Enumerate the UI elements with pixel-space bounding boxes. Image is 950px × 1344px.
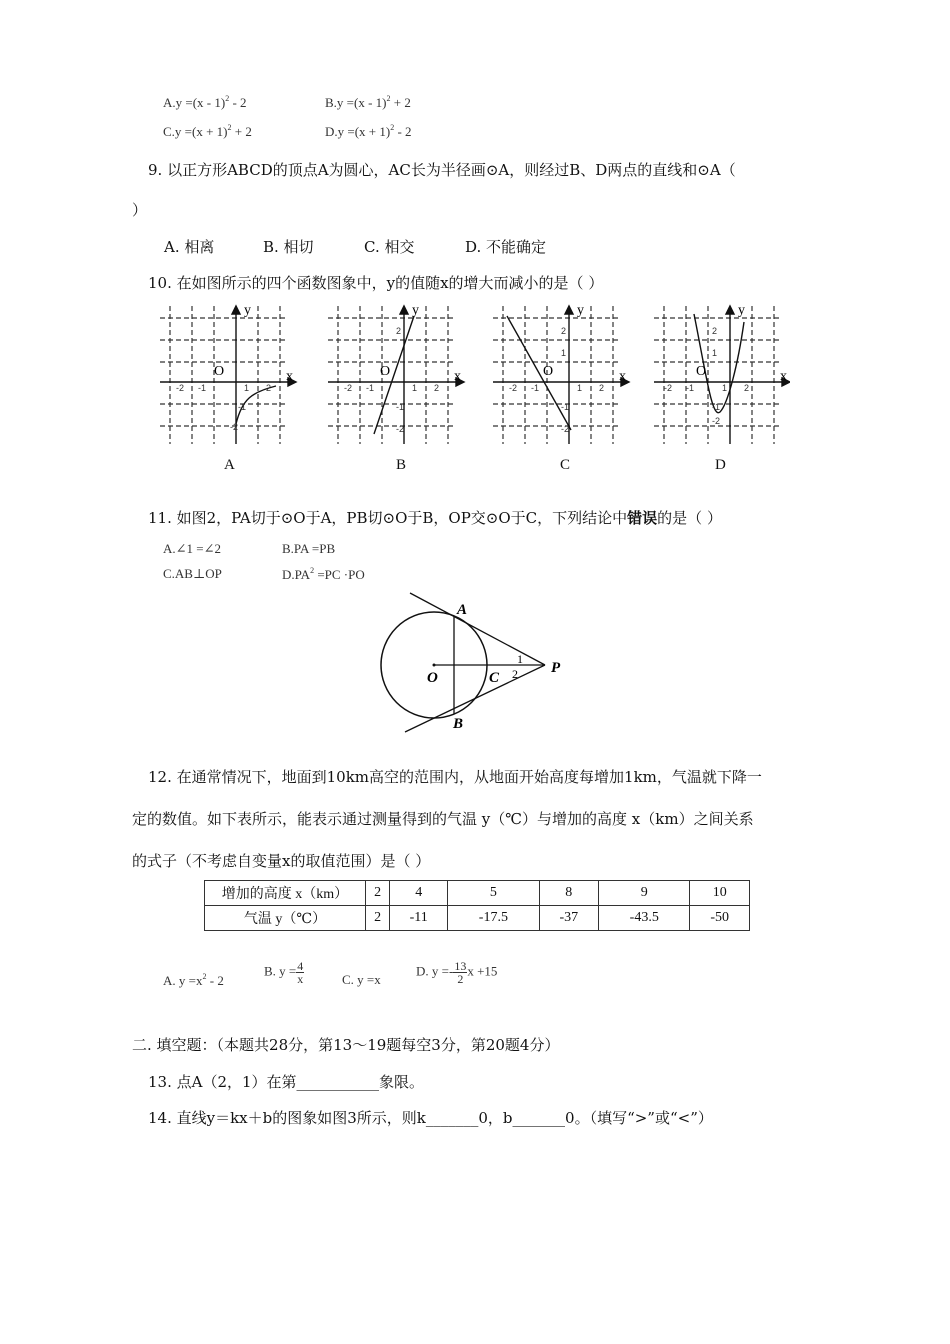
graph-c-x-label: x bbox=[619, 369, 626, 384]
q12-table bbox=[204, 880, 750, 931]
table-cell: -50 bbox=[690, 906, 750, 931]
table-cell: -43.5 bbox=[599, 906, 690, 931]
graph-d-tick: -1 bbox=[712, 402, 721, 412]
graph-b-tick: -1 bbox=[396, 402, 405, 412]
fig-angle-2: 2 bbox=[512, 667, 518, 681]
graph-d-tick: -1 bbox=[686, 383, 695, 393]
fig-point-o: O bbox=[427, 670, 438, 686]
graph-d-x-label: x bbox=[780, 369, 787, 384]
graph-d-y-label: y bbox=[738, 303, 745, 318]
table-cell: 2 bbox=[366, 881, 390, 906]
graph-d-tick: 2 bbox=[712, 326, 718, 336]
graph-a-x-label: x bbox=[286, 369, 293, 384]
graph-b-y-label: y bbox=[412, 303, 419, 318]
graph-b-tick: 2 bbox=[434, 383, 440, 393]
q11-figure bbox=[375, 592, 575, 737]
graph-a-tick: 2 bbox=[266, 383, 272, 393]
table-cell: 8 bbox=[539, 881, 599, 906]
q11-option-d: $D.PA^2 =PC \cdot PO$ bbox=[282, 566, 365, 582]
fig-point-b: B bbox=[453, 716, 464, 732]
graph-a-tick: 1 bbox=[244, 383, 250, 393]
graph-a-tick: -1 bbox=[198, 383, 207, 393]
graph-label-c: C bbox=[560, 457, 571, 473]
table-cell: 4 bbox=[390, 881, 448, 906]
fig-point-c: C bbox=[489, 670, 500, 686]
q12-option-c: C. y =x bbox=[342, 972, 381, 987]
q9-option-d: D. 不能确定 bbox=[465, 238, 547, 256]
q12-option-d: D. y =- $\frac{13}{2}$ x +15 bbox=[416, 959, 498, 986]
q12-text-line2: 定的数值。如下表所示，能表示通过测量得到的气温 y（℃）与增加的高度 x（km）之间关系 bbox=[132, 810, 754, 828]
table-header-cell: 气温 y（℃） bbox=[205, 906, 366, 931]
graph-label-b: B bbox=[396, 457, 407, 473]
graph-label-a: A bbox=[224, 457, 235, 473]
q11-emphasis: 错误 bbox=[627, 509, 658, 527]
graph-a-tick: -1 bbox=[238, 402, 247, 412]
q9-option-c: C. 相交 bbox=[364, 238, 415, 256]
q11-option-c: C.AB⊥OP bbox=[163, 566, 222, 581]
q11-option-b: B.PA =PB bbox=[282, 541, 336, 556]
graph-c-tick: 1 bbox=[561, 348, 567, 358]
q10-text: 10. 在如图所示的四个函数图象中，y的值随x的增大而减小的是（ ） bbox=[148, 274, 604, 292]
graph-b-tick: -2 bbox=[344, 383, 353, 393]
graph-c-tick: -1 bbox=[531, 383, 540, 393]
graph-label-d: D bbox=[715, 457, 726, 473]
q12-text-line1: 12. 在通常情况下，地面到10km高空的范围内，从地面开始高度每增加1km，气温就下降一 bbox=[148, 768, 762, 786]
graph-c-tick: 1 bbox=[577, 383, 583, 393]
graph-b-x-label: x bbox=[454, 369, 461, 384]
q13-text: 13. 点A（2，1）在第___________象限。 bbox=[148, 1073, 425, 1091]
fig-point-a: A bbox=[457, 602, 468, 618]
q9-option-b: B. 相切 bbox=[263, 238, 314, 256]
graph-c-origin: O bbox=[543, 364, 554, 379]
graph-d-tick: -2 bbox=[664, 383, 673, 393]
graph-c-tick: -2 bbox=[509, 383, 518, 393]
graph-c-tick: 2 bbox=[599, 383, 605, 393]
q9-option-a: A. 相离 bbox=[164, 238, 215, 256]
graph-c-y-label: y bbox=[577, 303, 584, 318]
fig-point-p: P bbox=[551, 660, 561, 676]
q8-option-a: A.y =(x - 1)$^2$ - 2 bbox=[163, 94, 247, 110]
q9-text-line1: 9. 以正方形ABCD的顶点A为圆心，AC长为半径画⊙A，则经过B、D两点的直线和⊙A（ bbox=[148, 161, 736, 179]
graph-d-tick: 1 bbox=[712, 348, 718, 358]
table-cell: 5 bbox=[448, 881, 539, 906]
q11-text: 11. 如图2，PA切于⊙O于A，PB切⊙O于B，OP交⊙O于C，下列结论中错误的是（ ） bbox=[148, 509, 722, 527]
graph-b-tick: -1 bbox=[366, 383, 375, 393]
fig-angle-1: 1 bbox=[517, 652, 523, 666]
q9-text-line2: ） bbox=[132, 201, 148, 219]
q8-option-b: B.y =(x - 1)$^2$ + 2 bbox=[325, 94, 411, 110]
table-cell: -11 bbox=[390, 906, 448, 931]
q12-option-a: A. $y =x^2 - 2$ bbox=[163, 972, 224, 988]
section-2-heading: 二. 填空题：（本题共28分，第13～19题每空3分，第20题4分） bbox=[132, 1036, 560, 1054]
q11-option-a: A.∠1 =∠2 bbox=[163, 541, 222, 556]
graph-d-tick: 1 bbox=[722, 383, 728, 393]
q12-option-b: B. y = $\frac{4}{x}$ bbox=[264, 959, 304, 986]
table-cell: 9 bbox=[599, 881, 690, 906]
q8-option-c: $C.y =(x + 1)^2 + 2$ bbox=[163, 123, 252, 139]
q14-text: 14. 直线y＝kx＋b的图象如图3所示，则k_______0，b_______0。（填写“>”或“<”） bbox=[148, 1109, 713, 1127]
table-row bbox=[205, 906, 750, 931]
graph-a bbox=[160, 306, 296, 444]
graph-a-y-label: y bbox=[244, 303, 251, 318]
graph-c-tick: -1 bbox=[561, 402, 570, 412]
q10-graphs bbox=[150, 300, 790, 450]
graph-a-tick: -2 bbox=[230, 422, 239, 432]
table-header-cell: 增加的高度 x（km） bbox=[205, 881, 366, 906]
graph-b-tick: 1 bbox=[412, 383, 418, 393]
table-cell: -37 bbox=[539, 906, 599, 931]
q8-option-d: $D.y =(x + 1)^2 - 2$ bbox=[325, 123, 412, 139]
table-row bbox=[205, 881, 750, 906]
graph-b-tick: -2 bbox=[396, 424, 405, 434]
graph-d-origin: O bbox=[696, 364, 707, 379]
table-cell: -17.5 bbox=[448, 906, 539, 931]
graph-d-tick: -2 bbox=[712, 416, 721, 426]
q12-text-line3: 的式子（不考虑自变量x的取值范围）是（ ） bbox=[132, 852, 431, 870]
graph-a-tick: -2 bbox=[176, 383, 185, 393]
graph-b-origin: O bbox=[380, 364, 391, 379]
graph-c-tick: -2 bbox=[561, 424, 570, 434]
table-cell: 2 bbox=[366, 906, 390, 931]
graph-d bbox=[654, 306, 790, 444]
graph-c-tick: 2 bbox=[561, 326, 567, 336]
graph-a-origin: O bbox=[214, 364, 225, 379]
graph-d-tick: 2 bbox=[744, 383, 750, 393]
graph-b-tick: 2 bbox=[396, 326, 402, 336]
table-cell: 10 bbox=[690, 881, 750, 906]
